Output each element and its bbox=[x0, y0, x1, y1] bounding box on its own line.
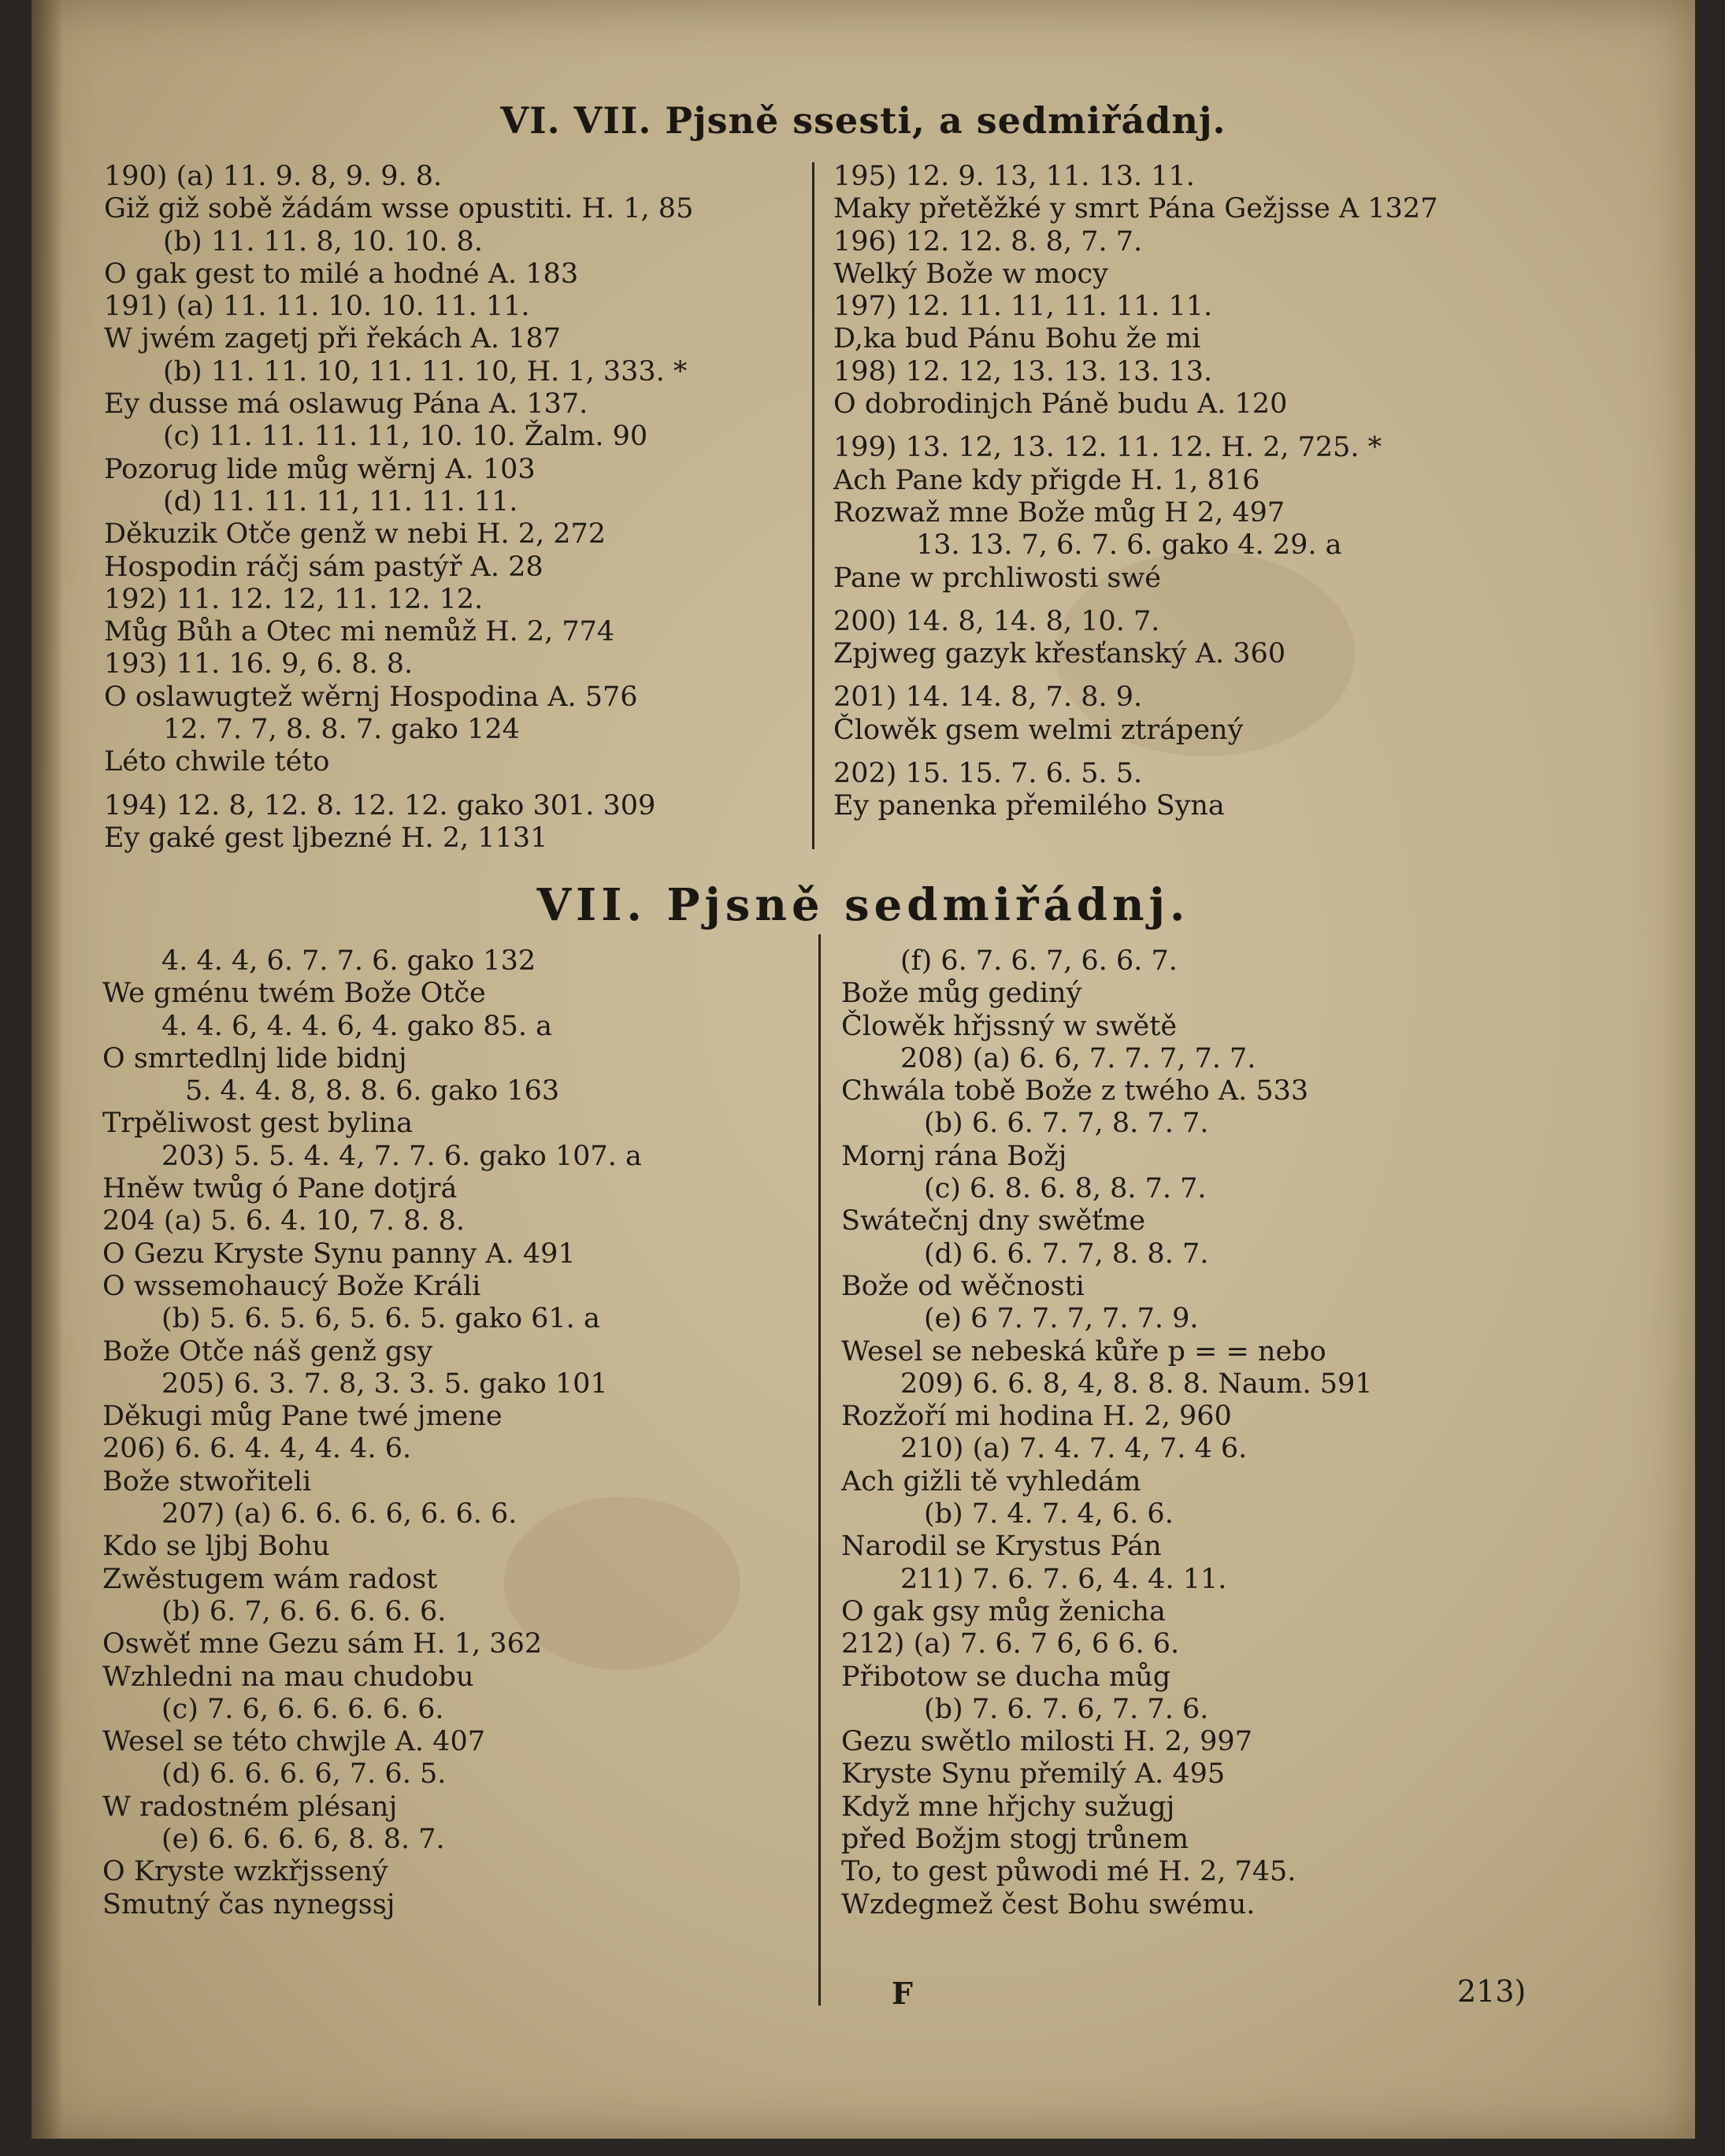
index-line: 201) 14. 14. 8, 7. 8. 9. bbox=[833, 681, 1143, 714]
index-line: 196) 12. 12. 8. 8, 7. 7. bbox=[833, 225, 1143, 258]
index-column-b-right bbox=[841, 945, 1373, 1921]
index-line: 207) (a) 6. 6. 6. 6, 6. 6. 6. bbox=[161, 1498, 518, 1531]
index-line: 5. 4. 4. 8, 8. 8. 6. gako 163 bbox=[185, 1075, 560, 1108]
index-line: (d) 6. 6. 6. 6, 7. 6. 5. bbox=[161, 1758, 447, 1790]
index-line: (b) 11. 11. 10, 11. 11. 10, H. 1, 333. * bbox=[163, 355, 688, 388]
index-line: (b) 7. 6. 7. 6, 7. 7. 6. bbox=[924, 1693, 1209, 1725]
index-line: O gak gest to milé a hodné A. 183 bbox=[104, 258, 579, 290]
section-title: VII. Pjsně sedmiřádnj. bbox=[536, 879, 1190, 931]
index-line: Přibotow se ducha můg bbox=[841, 1661, 1171, 1693]
index-line: 194) 12. 8, 12. 8. 12. 12. gako 301. 309 bbox=[104, 789, 656, 822]
index-line: Oswěť mne Gezu sám H. 1, 362 bbox=[102, 1628, 543, 1661]
index-line: Rozžoří mi hodina H. 2, 960 bbox=[841, 1401, 1232, 1433]
index-line: Pane w prchliwosti swé bbox=[833, 562, 1161, 594]
index-column-a-left bbox=[104, 161, 693, 855]
index-line: Člowěk gsem welmi ztrápený bbox=[833, 714, 1244, 746]
index-line: Mornj rána Božj bbox=[841, 1140, 1067, 1172]
index-line: (c) 6. 8. 6. 8, 8. 7. 7. bbox=[924, 1173, 1207, 1205]
index-line: Hospodin ráčj sám pastýř A. 28 bbox=[104, 551, 543, 583]
index-line: 211) 7. 6. 7. 6, 4. 4. 11. bbox=[900, 1563, 1227, 1595]
index-line: Giž giž sobě žádám wsse opustiti. H. 1, 85 bbox=[104, 193, 694, 225]
index-line: 193) 11. 16. 9, 6. 8. 8. bbox=[104, 648, 414, 681]
index-line: 205) 6. 3. 7. 8, 3. 3. 5. gako 101 bbox=[161, 1367, 608, 1400]
index-line: To, to gest půwodi mé H. 2, 745. bbox=[841, 1856, 1297, 1888]
index-line: Narodil se Krystus Pán bbox=[841, 1531, 1162, 1563]
index-line: O gak gsy můg ženicha bbox=[841, 1595, 1166, 1627]
index-line: We gménu twém Bože Otče bbox=[102, 978, 486, 1010]
index-line: Ach gižli tě vyhledám bbox=[841, 1465, 1141, 1497]
index-line: Wesel se nebeská kůře p = = nebo bbox=[841, 1335, 1326, 1367]
index-line: 190) (a) 11. 9. 8, 9. 9. 8. bbox=[104, 161, 443, 192]
index-line: 203) 5. 5. 4. 4, 7. 7. 6. gako 107. a bbox=[161, 1140, 642, 1172]
index-line: O Gezu Kryste Synu panny A. 491 bbox=[102, 1238, 576, 1270]
index-line: 206) 6. 6. 4. 4, 4. 4. 6. bbox=[102, 1433, 412, 1465]
index-line: 198) 12. 12, 13. 13. 13. 13. bbox=[833, 355, 1213, 388]
index-line: 197) 12. 11. 11, 11. 11. 11. bbox=[833, 291, 1213, 323]
index-line: (b) 6. 7, 6. 6. 6. 6. 6. bbox=[161, 1595, 447, 1627]
index-line: O smrtedlnj lide bidnj bbox=[102, 1042, 407, 1074]
index-line: Chwála tobě Bože z twého A. 533 bbox=[841, 1075, 1309, 1108]
index-line: Wesel se této chwjle A. 407 bbox=[102, 1726, 485, 1758]
book-page bbox=[32, 0, 1695, 2139]
index-line: W radostném plésanj bbox=[102, 1790, 398, 1823]
index-line: (b) 7. 4. 7. 4, 6. 6. bbox=[924, 1498, 1174, 1531]
index-line: Smutný čas nynegssj bbox=[102, 1888, 395, 1920]
index-line: 4. 4. 4, 6. 7. 7. 6. gako 132 bbox=[161, 945, 536, 977]
index-line: Bože můg gediný bbox=[841, 978, 1082, 1010]
index-line: Maky přetěžké y smrt Pána Gežjsse A 1327 bbox=[833, 193, 1438, 225]
index-line: Děkuzik Otče genž w nebi H. 2, 272 bbox=[104, 518, 607, 551]
index-line: Pozorug lide můg wěrnj A. 103 bbox=[104, 453, 536, 485]
index-line: (c) 7. 6, 6. 6. 6. 6. 6. bbox=[161, 1693, 444, 1725]
index-line: 202) 15. 15. 7. 6. 5. 5. bbox=[833, 758, 1143, 790]
index-line: 195) 12. 9. 13, 11. 13. 11. bbox=[833, 161, 1195, 192]
index-line: Trpěliwost gest bylina bbox=[102, 1108, 414, 1140]
index-line: Ach Pane kdy přigde H. 1, 816 bbox=[833, 464, 1260, 496]
index-line: Zpjweg gazyk křesťanský A. 360 bbox=[833, 638, 1286, 670]
index-line: Hněw twůg ó Pane dotjrá bbox=[102, 1173, 458, 1205]
index-line: Bože od wěčnosti bbox=[841, 1270, 1085, 1302]
index-line: Ey gaké gest ljbezné H. 2, 1131 bbox=[104, 822, 548, 854]
index-line: Rozwaž mne Bože můg H 2, 497 bbox=[833, 496, 1285, 529]
index-line: O Kryste wzkřjssený bbox=[102, 1856, 388, 1888]
index-line: (d) 11. 11. 11, 11. 11. 11. bbox=[163, 485, 518, 518]
index-line: Swátečnj dny swěťme bbox=[841, 1205, 1146, 1238]
index-line: Ey panenka přemilého Syna bbox=[833, 790, 1225, 822]
index-column-b-left bbox=[102, 945, 642, 1921]
index-line: 12. 7. 7, 8. 8. 7. gako 124 bbox=[163, 714, 520, 746]
index-line: W jwém zagetj při řekách A. 187 bbox=[104, 323, 561, 355]
index-line: Bože stwořiteli bbox=[102, 1465, 312, 1497]
index-line: 13. 13. 7, 6. 7. 6. gako 4. 29. a bbox=[916, 529, 1342, 562]
index-line: 208) (a) 6. 6, 7. 7. 7, 7. 7. bbox=[900, 1042, 1256, 1074]
index-line: 199) 13. 12, 13. 12. 11. 12. H. 2, 725. * bbox=[833, 432, 1382, 464]
index-line: Gezu swětlo milosti H. 2, 997 bbox=[841, 1726, 1252, 1758]
index-line: Welký Bože w mocy bbox=[833, 258, 1108, 290]
index-line: D,ka bud Pánu Bohu že mi bbox=[833, 323, 1201, 355]
index-line: Léto chwile této bbox=[104, 746, 330, 778]
index-line: (b) 6. 6. 7. 7, 8. 7. 7. bbox=[924, 1108, 1209, 1140]
running-head: VI. VII. Pjsně ssesti, a sedmiřádnj. bbox=[500, 99, 1226, 142]
index-column-a-right bbox=[833, 161, 1438, 823]
index-line: Děkugi můg Pane twé jmene bbox=[102, 1401, 503, 1433]
index-line: Ey dusse má oslawug Pána A. 137. bbox=[104, 388, 588, 421]
index-line: (c) 11. 11. 11. 11, 10. 10. Žalm. 90 bbox=[163, 421, 648, 453]
index-line: před Božjm stogj trůnem bbox=[841, 1824, 1189, 1856]
index-line: O dobrodinjch Páně budu A. 120 bbox=[833, 388, 1288, 421]
index-line: Můg Bůh a Otec mi nemůž H. 2, 774 bbox=[104, 616, 615, 648]
index-line: 191) (a) 11. 11. 10. 10. 11. 11. bbox=[104, 291, 530, 323]
index-line: Člowěk hřjssný w swětě bbox=[841, 1010, 1178, 1042]
index-line: (e) 6. 6. 6. 6, 8. 8. 7. bbox=[161, 1824, 445, 1856]
index-line: O wssemohaucý Bože Králi bbox=[102, 1270, 481, 1302]
index-line: 200) 14. 8, 14. 8, 10. 7. bbox=[833, 605, 1160, 637]
index-line: (f) 6. 7. 6. 7, 6. 6. 7. bbox=[900, 945, 1178, 977]
index-line: Zwěstugem wám radost bbox=[102, 1563, 438, 1595]
index-line: 210) (a) 7. 4. 7. 4, 7. 4 6. bbox=[900, 1433, 1248, 1465]
index-line: Wzdegmež čest Bohu swému. bbox=[841, 1888, 1256, 1920]
index-line: (d) 6. 6. 7. 7, 8. 8. 7. bbox=[924, 1238, 1209, 1270]
index-line: O oslawugtež wěrnj Hospodina A. 576 bbox=[104, 681, 638, 713]
index-line: Bože Otče náš genž gsy bbox=[102, 1335, 433, 1367]
index-line: 204 (a) 5. 6. 4. 10, 7. 8. 8. bbox=[102, 1205, 466, 1238]
index-line: (e) 6 7. 7. 7, 7. 7. 9. bbox=[924, 1303, 1199, 1335]
index-line: 212) (a) 7. 6. 7 6, 6 6. 6. bbox=[841, 1628, 1180, 1661]
index-line: 192) 11. 12. 12, 11. 12. 12. bbox=[104, 583, 484, 615]
binding-gutter bbox=[32, 0, 61, 2139]
page-number: 213) bbox=[1457, 1974, 1527, 2009]
index-line: Kdo se ljbj Bohu bbox=[102, 1531, 330, 1563]
index-line: Kryste Synu přemilý A. 495 bbox=[841, 1758, 1226, 1790]
index-line: Wzhledni na mau chudobu bbox=[102, 1661, 474, 1693]
index-line: (b) 5. 6. 5. 6, 5. 6. 5. gako 61. a bbox=[161, 1303, 600, 1335]
column-divider bbox=[818, 934, 821, 2006]
index-line: (b) 11. 11. 8, 10. 10. 8. bbox=[163, 225, 483, 258]
column-divider bbox=[812, 162, 814, 849]
index-line: 4. 4. 6, 4. 4. 6, 4. gako 85. a bbox=[161, 1010, 552, 1042]
index-line: 209) 6. 6. 8, 4, 8. 8. 8. Naum. 591 bbox=[900, 1367, 1373, 1400]
signature-mark: F bbox=[892, 1976, 913, 2011]
index-line: Když mne hřjchy sužugj bbox=[841, 1790, 1175, 1823]
